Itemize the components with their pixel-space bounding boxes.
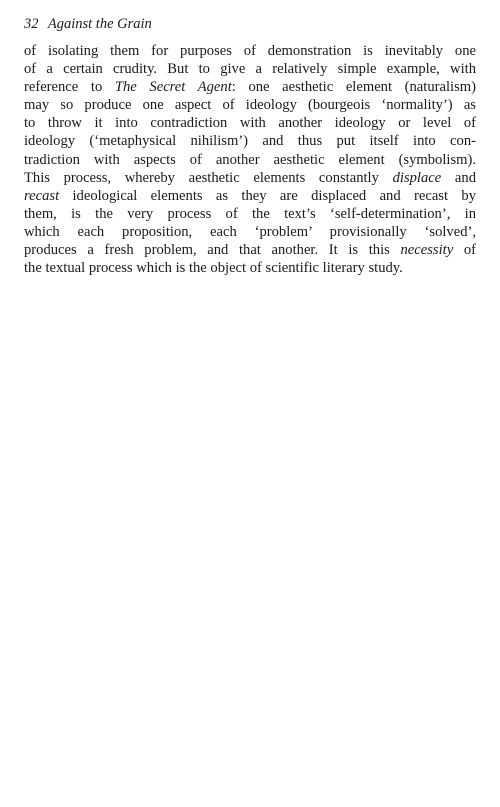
text-segment: produces a fresh problem, and that another. It is this — [24, 242, 401, 259]
page-number: 32 — [24, 16, 39, 32]
running-head — [24, 14, 476, 36]
text-line — [24, 241, 476, 259]
book-page — [24, 14, 476, 277]
text-segment: This process, whereby aesthetic elements constantly — [24, 169, 393, 186]
text-line — [24, 205, 476, 223]
text-segment: may so produce one aspect of ideology (bourgeois ‘normality’) as — [24, 97, 476, 114]
text-line — [24, 169, 476, 187]
text-line — [24, 151, 476, 169]
text-line — [24, 42, 476, 60]
text-segment: ideological elements as they are displaced and recast by — [59, 187, 476, 204]
text-line — [24, 259, 476, 277]
text-segment: of a certain crudity. But to give a relatively simple example, with — [24, 61, 476, 78]
italic-text-segment: necessity — [400, 242, 454, 259]
text-segment: of — [453, 242, 477, 259]
italic-text-segment: displace — [392, 169, 442, 186]
text-segment: tradiction with aspects of another aesthetic element (symbolism). — [24, 151, 476, 168]
italic-text-segment: The Secret Agent — [114, 79, 232, 96]
text-line — [24, 96, 476, 114]
text-line — [24, 187, 476, 205]
text-segment: which each proposition, each ‘problem’ provisionally ‘solved’, — [24, 223, 476, 240]
text-segment: to throw it into contradiction with another ideology or level of — [24, 115, 476, 132]
text-segment: reference to — [24, 79, 115, 96]
text-segment: them, is the very process of the text’s ‘self-determination’, in — [24, 205, 476, 222]
body-paragraph — [24, 42, 476, 277]
text-segment: : one aesthetic element (naturalism) — [231, 79, 476, 96]
text-segment: and — [441, 169, 476, 186]
text-line — [24, 132, 476, 150]
text-line — [24, 223, 476, 241]
text-segment: of isolating them for purposes of demonstration is inevitably one — [24, 43, 476, 59]
running-head-title: Against the Grain — [47, 16, 152, 32]
text-line — [24, 114, 476, 132]
text-segment: the textual process which is the object of scientific literary study. — [24, 260, 403, 277]
italic-text-segment: recast — [24, 187, 60, 204]
text-line — [24, 78, 476, 96]
text-segment: ideology (‘metaphysical nihilism’) and thus put itself into con- — [24, 133, 476, 150]
text-line — [24, 60, 476, 78]
